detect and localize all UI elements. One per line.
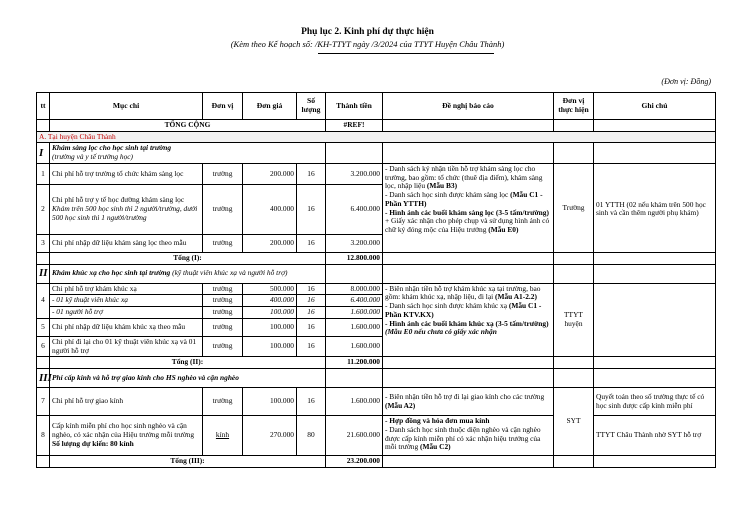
- row-amount: 1.600.000: [326, 336, 383, 356]
- row-qty: 16: [297, 184, 326, 234]
- row-unit: trường: [203, 318, 243, 336]
- row-tt: 7: [37, 388, 50, 416]
- report-form: (Mẫu A2): [385, 400, 416, 410]
- report-text: - Hình ảnh các buổi khám khúc xạ (3-5 tấm/trường): [385, 318, 549, 328]
- row-tt: 8: [37, 416, 50, 456]
- subtotal-row: [37, 357, 716, 369]
- row-item: Chi phí nhập dữ liệu khám sàng lọc theo mẫu: [50, 234, 203, 252]
- row-amount: 6.400.000: [326, 295, 383, 307]
- row-item-text: Chi phí hỗ trợ y tế học đường khám sàng lọc: [52, 195, 185, 205]
- row-amount: 6.400.000: [326, 184, 383, 234]
- row-item: - 01 người hỗ trợ: [50, 307, 203, 319]
- col-header-note: Ghi chú: [594, 93, 716, 120]
- group-header-row: [37, 264, 716, 283]
- row-amount: 1.600.000: [326, 388, 383, 416]
- row-qty: 16: [297, 283, 326, 295]
- report-cell: [383, 163, 554, 252]
- subtotal-row: [37, 252, 716, 264]
- row-item-note: Khám trên 500 học sinh thì 2 người/trường, dưới 500 học sinh thì 1 người/trường: [52, 204, 198, 222]
- group-title: Khám khúc xạ cho học sinh tại trường: [52, 268, 171, 278]
- group-subtitle: (kỹ thuật viên khúc xạ và người hỗ trợ): [172, 268, 288, 278]
- report-text: - Biên nhận tiền hỗ trợ khám khúc xạ tại trường, bao gồm: khám khúc xạ, nhập liệu, đi lại: [385, 283, 541, 302]
- subtotal-label: Tổng (II):: [50, 357, 326, 369]
- group-header-row: [37, 143, 716, 163]
- report-cell: [383, 416, 554, 456]
- row-amount: 21.600.000: [326, 416, 383, 456]
- row-qty: 80: [297, 416, 326, 456]
- report-text: - Danh sách học sinh được khám khúc xạ: [385, 301, 508, 311]
- row-amount: 3.200.000: [326, 234, 383, 252]
- row-price: 500.000: [243, 283, 297, 295]
- row-unit: trường: [203, 163, 243, 184]
- row-item: Chi phí nhập dữ liệu khám khúc xạ theo mẫu: [50, 318, 203, 336]
- table-row: [37, 283, 716, 295]
- report-text: - Danh sách học sinh được khám sàng lọc: [385, 190, 509, 200]
- group-subtitle: (trường và y tế trường học): [52, 152, 134, 162]
- table-row: [37, 388, 716, 416]
- row-qty: 16: [297, 388, 326, 416]
- group-header-row: [37, 369, 716, 388]
- row-price: 270.000: [243, 416, 297, 456]
- report-text: - Danh sách ký nhận tiền hỗ trợ khám sàng lọc cho trường, bao gồm: tổ chức (thuê địa điểm), khám sàng lọc, nhập liệu: [385, 163, 543, 191]
- executor-cell: TTYT huyện: [554, 283, 594, 357]
- row-qty: 16: [297, 295, 326, 307]
- group-number: III: [37, 369, 50, 388]
- table-row: [37, 184, 716, 234]
- row-unit: trường: [203, 307, 243, 319]
- page-subtitle: (Kèm theo Kế hoạch số: /KH-TTYT ngày /3/2024 của TTYT Huyện Châu Thành): [230, 39, 505, 49]
- row-qty: 16: [297, 307, 326, 319]
- row-unit: trường: [203, 234, 243, 252]
- col-header-amount: Thành tiền: [326, 93, 383, 120]
- row-price: 200.000: [243, 163, 297, 184]
- row-qty: 16: [297, 318, 326, 336]
- row-unit: trường: [203, 388, 243, 416]
- row-tt: 4: [37, 283, 50, 318]
- row-unit: trường: [203, 295, 243, 307]
- subtotal-value: 12.800.000: [326, 252, 383, 264]
- row-qty: 16: [297, 163, 326, 184]
- row-amount: 1.600.000: [326, 318, 383, 336]
- group-title: Khám sàng lọc cho học sinh tại trường: [52, 143, 172, 153]
- row-item: [50, 416, 203, 456]
- grand-total-value: #REF!: [326, 120, 383, 132]
- row-item: Chi phí đi lại cho 01 kỹ thuật viên khúc xạ và 01 người hỗ trợ: [50, 336, 203, 356]
- subtotal-label: Tổng (III):: [50, 456, 326, 468]
- group-title-cell: [50, 264, 326, 283]
- note-cell: 01 YTTH (02 nếu khám trên 500 học sinh và cần thêm người phụ khám): [594, 184, 716, 234]
- subtotal-label: Tổng (I):: [50, 252, 326, 264]
- row-price: 100.000: [243, 388, 297, 416]
- executor-cell: SYT: [554, 388, 594, 456]
- row-tt: 3: [37, 234, 50, 252]
- subtotal-row: [37, 456, 716, 468]
- row-price: 100.000: [243, 318, 297, 336]
- row-tt: 2: [37, 184, 50, 234]
- row-item: [50, 184, 203, 234]
- table-header-row: [37, 93, 716, 120]
- row-item-qty-label: Số lượng dự kiến: 80 kính: [52, 438, 134, 448]
- row-tt: 1: [37, 163, 50, 184]
- report-text: - Hình ảnh các buổi khám sàng lọc (3-5 tấm/trường): [385, 207, 549, 217]
- report-form: (Mẫu B3): [426, 181, 458, 191]
- col-header-executor: Đơn vị thực hiện: [554, 93, 594, 120]
- group-title-cell: [50, 143, 326, 163]
- report-form: (Mẫu C1 - Phần KTV.KX): [385, 301, 542, 319]
- table-row: [37, 163, 716, 184]
- group-number: II: [37, 264, 50, 283]
- report-text: (Mẫu E0 nếu chưa có giấy xác nhận: [385, 327, 497, 337]
- section-a-label: A. Tại huyện Châu Thành: [37, 131, 716, 143]
- report-form: (Mẫu C2): [420, 442, 451, 452]
- row-tt: 5: [37, 318, 50, 336]
- grand-total-row: [37, 120, 716, 132]
- col-header-tt: tt: [37, 93, 50, 120]
- budget-table: [36, 92, 716, 468]
- currency-unit-note: (Đơn vị: Đồng): [661, 77, 711, 86]
- row-item: Chi phí hỗ trợ trường tổ chức khám sàng lọc: [50, 163, 203, 184]
- note-cell: Quyết toán theo số trường thực tế có học sinh được cấp kính miễn phí: [594, 388, 716, 416]
- report-form: (Mẫu E0): [488, 225, 519, 235]
- row-item: - 01 kỹ thuật viên khúc xạ: [50, 295, 203, 307]
- section-a-row: [37, 131, 716, 143]
- group-number: I: [37, 143, 50, 163]
- table-row: [37, 234, 716, 252]
- report-text: - Danh sách học sinh thuộc diện nghèo và cận nghèo được cấp kính miễn phí có xác nhận hiệu trưởng của mỗi trường: [385, 424, 541, 452]
- row-amount: 8.000.000: [326, 283, 383, 295]
- row-price: 100.000: [243, 336, 297, 356]
- row-qty: 16: [297, 234, 326, 252]
- row-unit: trường: [203, 184, 243, 234]
- report-form: (Mẫu A1-2.2): [495, 292, 537, 302]
- col-header-price: Đơn giá: [243, 93, 297, 120]
- note-cell: TTYT Châu Thành nhờ SYT hỗ trợ: [594, 416, 716, 456]
- report-text: - Biên nhận tiền hỗ trợ đi lại giao kính cho các trường: [385, 391, 545, 401]
- row-unit: trường: [203, 336, 243, 356]
- executor-cell: Trường: [554, 163, 594, 252]
- row-item-text: Cấp kính miễn phí cho học sinh nghèo và cận nghèo, có xác nhận của Hiệu trưởng mỗi trường: [52, 421, 195, 440]
- col-header-report: Đề nghị báo cáo: [383, 93, 554, 120]
- row-unit: kính: [215, 430, 230, 440]
- report-cell: [383, 388, 554, 416]
- row-price: 400.000: [243, 295, 297, 307]
- row-price: 100.000: [243, 307, 297, 319]
- row-qty: 16: [297, 336, 326, 356]
- report-text: + Giấy xác nhận cho phép chụp và sử dụng hình ảnh có chữ ký đóng mộc của Hiệu trưởng: [385, 216, 550, 235]
- row-unit: trường: [203, 283, 243, 295]
- row-item: Chi phí hỗ trợ khám khúc xạ: [50, 283, 203, 295]
- row-price: 400.000: [243, 184, 297, 234]
- col-header-unit: Đơn vị: [203, 93, 243, 120]
- report-cell: [383, 283, 554, 357]
- col-header-qty: Số lượng: [297, 93, 326, 120]
- col-header-item: Mục chi: [50, 93, 203, 120]
- subtotal-value: 23.200.000: [326, 456, 383, 468]
- subtotal-value: 11.200.000: [326, 357, 383, 369]
- table-row: [37, 416, 716, 456]
- row-tt: 6: [37, 336, 50, 356]
- grand-total-label: TỔNG CỘNG: [50, 120, 326, 132]
- group-title: Phí cấp kính và hỗ trợ giao kính cho HS nghèo và cận nghèo: [50, 369, 326, 388]
- row-item: Chi phí hỗ trợ giao kính: [50, 388, 203, 416]
- report-text: - Hợp đồng và hóa đơn mua kính: [385, 416, 490, 426]
- row-amount: 3.200.000: [326, 163, 383, 184]
- report-form: (Mẫu C1 - Phần YTTH): [385, 190, 543, 208]
- row-price: 200.000: [243, 234, 297, 252]
- subtitle-underline: [318, 53, 494, 54]
- page-title: Phụ lục 2. Kinh phí dự thực hiện: [301, 27, 434, 37]
- row-amount: 1.600.000: [326, 307, 383, 319]
